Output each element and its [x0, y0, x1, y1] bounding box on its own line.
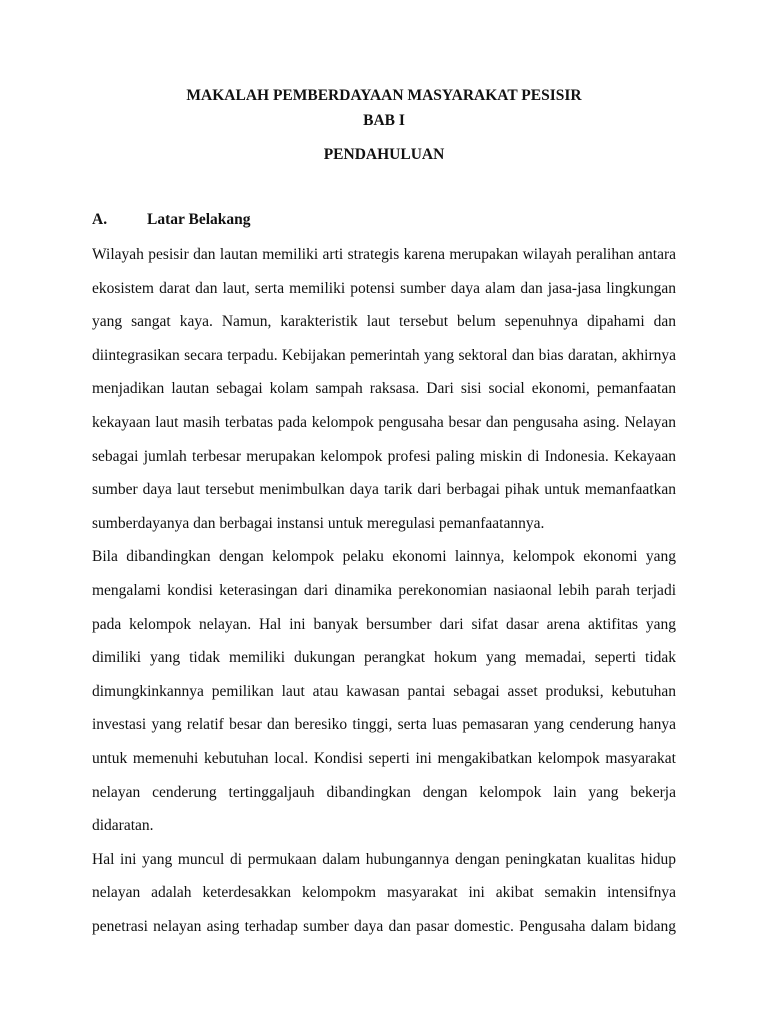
- text-line: didaratan.: [92, 817, 154, 835]
- section-heading: [92, 211, 251, 229]
- text-line: nelayan cenderung tertinggaljauh dibandingkan dengan kelompok lain yang bekerja: [92, 783, 676, 801]
- text-line: untuk memenuhi kebutuhan local. Kondisi seperti ini mengakibatkan kelompok masyarakat: [92, 749, 676, 767]
- text-line: diintegrasikan secara terpadu. Kebijakan pemerintah yang sektoral dan bias daratan, akhirnya: [92, 346, 676, 364]
- section-title: Latar Belakang: [147, 211, 251, 228]
- chapter-title: PENDAHULUAN: [323, 146, 445, 163]
- text-line: sumberdayanya dan berbagai instansi untuk meregulasi pemanfaatannya.: [92, 514, 545, 532]
- section-number: A.: [92, 211, 108, 228]
- text-line: dimiliki yang tidak memiliki dukungan perangkat hokum yang memadai, seperti tidak: [92, 649, 676, 667]
- text-line: sebagai jumlah terbesar merupakan kelompok profesi paling miskin di Indonesia. Kekayaan: [92, 447, 676, 465]
- text-line: pada kelompok nelayan. Hal ini banyak bersumber dari sifat dasar arena aktifitas yang: [92, 615, 676, 633]
- text-line: penetrasi nelayan asing terhadap sumber daya dan pasar domestic. Pengusaha dalam bidang: [92, 917, 676, 935]
- document-title: MAKALAH PEMBERDAYAAN MASYARAKAT PESISIR: [186, 87, 582, 104]
- text-line: Wilayah pesisir dan lautan memiliki arti strategis karena merupakan wilayah peralihan antara: [92, 246, 676, 263]
- chapter-label: BAB I: [363, 112, 405, 129]
- text-line: yang sangat kaya. Namun, karakteristik laut tersebut belum sepenuhnya dipahami dan: [92, 313, 676, 331]
- text-line: investasi yang relatif besar dan beresiko tinggi, serta luas pemasaran yang cenderung hanya: [92, 716, 676, 734]
- text-line: Bila dibandingkan dengan kelompok pelaku ekonomi lainnya, kelompok ekonomi yang: [92, 548, 676, 566]
- text-line: ekosistem darat dan laut, serta memiliki potensi sumber daya alam dan jasa-jasa lingkungan: [92, 279, 676, 297]
- text-line: mengalami kondisi keterasingan dari dinamika perekonomian nasiaonal lebih parah terjadi: [92, 581, 676, 599]
- text-line: nelayan adalah keterdesakkan kelompokm masyarakat ini akibat semakin intensifnya: [92, 884, 676, 902]
- document-body: [92, 238, 676, 943]
- text-line: kekayaan laut masih terbatas pada kelompok pengusaha besar dan pengusaha asing. Nelayan: [92, 413, 676, 431]
- text-line: menjadikan lautan sebagai kolam sampah raksasa. Dari sisi social ekonomi, pemanfaatan: [92, 380, 676, 398]
- text-line: dimungkinkannya pemilikan laut atau kawasan pantai sebagai asset produksi, kebutuhan: [92, 682, 676, 700]
- text-line: sumber daya laut tersebut menimbulkan daya tarik dari berbagai pihak untuk memanfaatkan: [92, 481, 676, 499]
- text-line: Hal ini yang muncul di permukaan dalam hubungannya dengan peningkatan kualitas hidup: [92, 850, 676, 868]
